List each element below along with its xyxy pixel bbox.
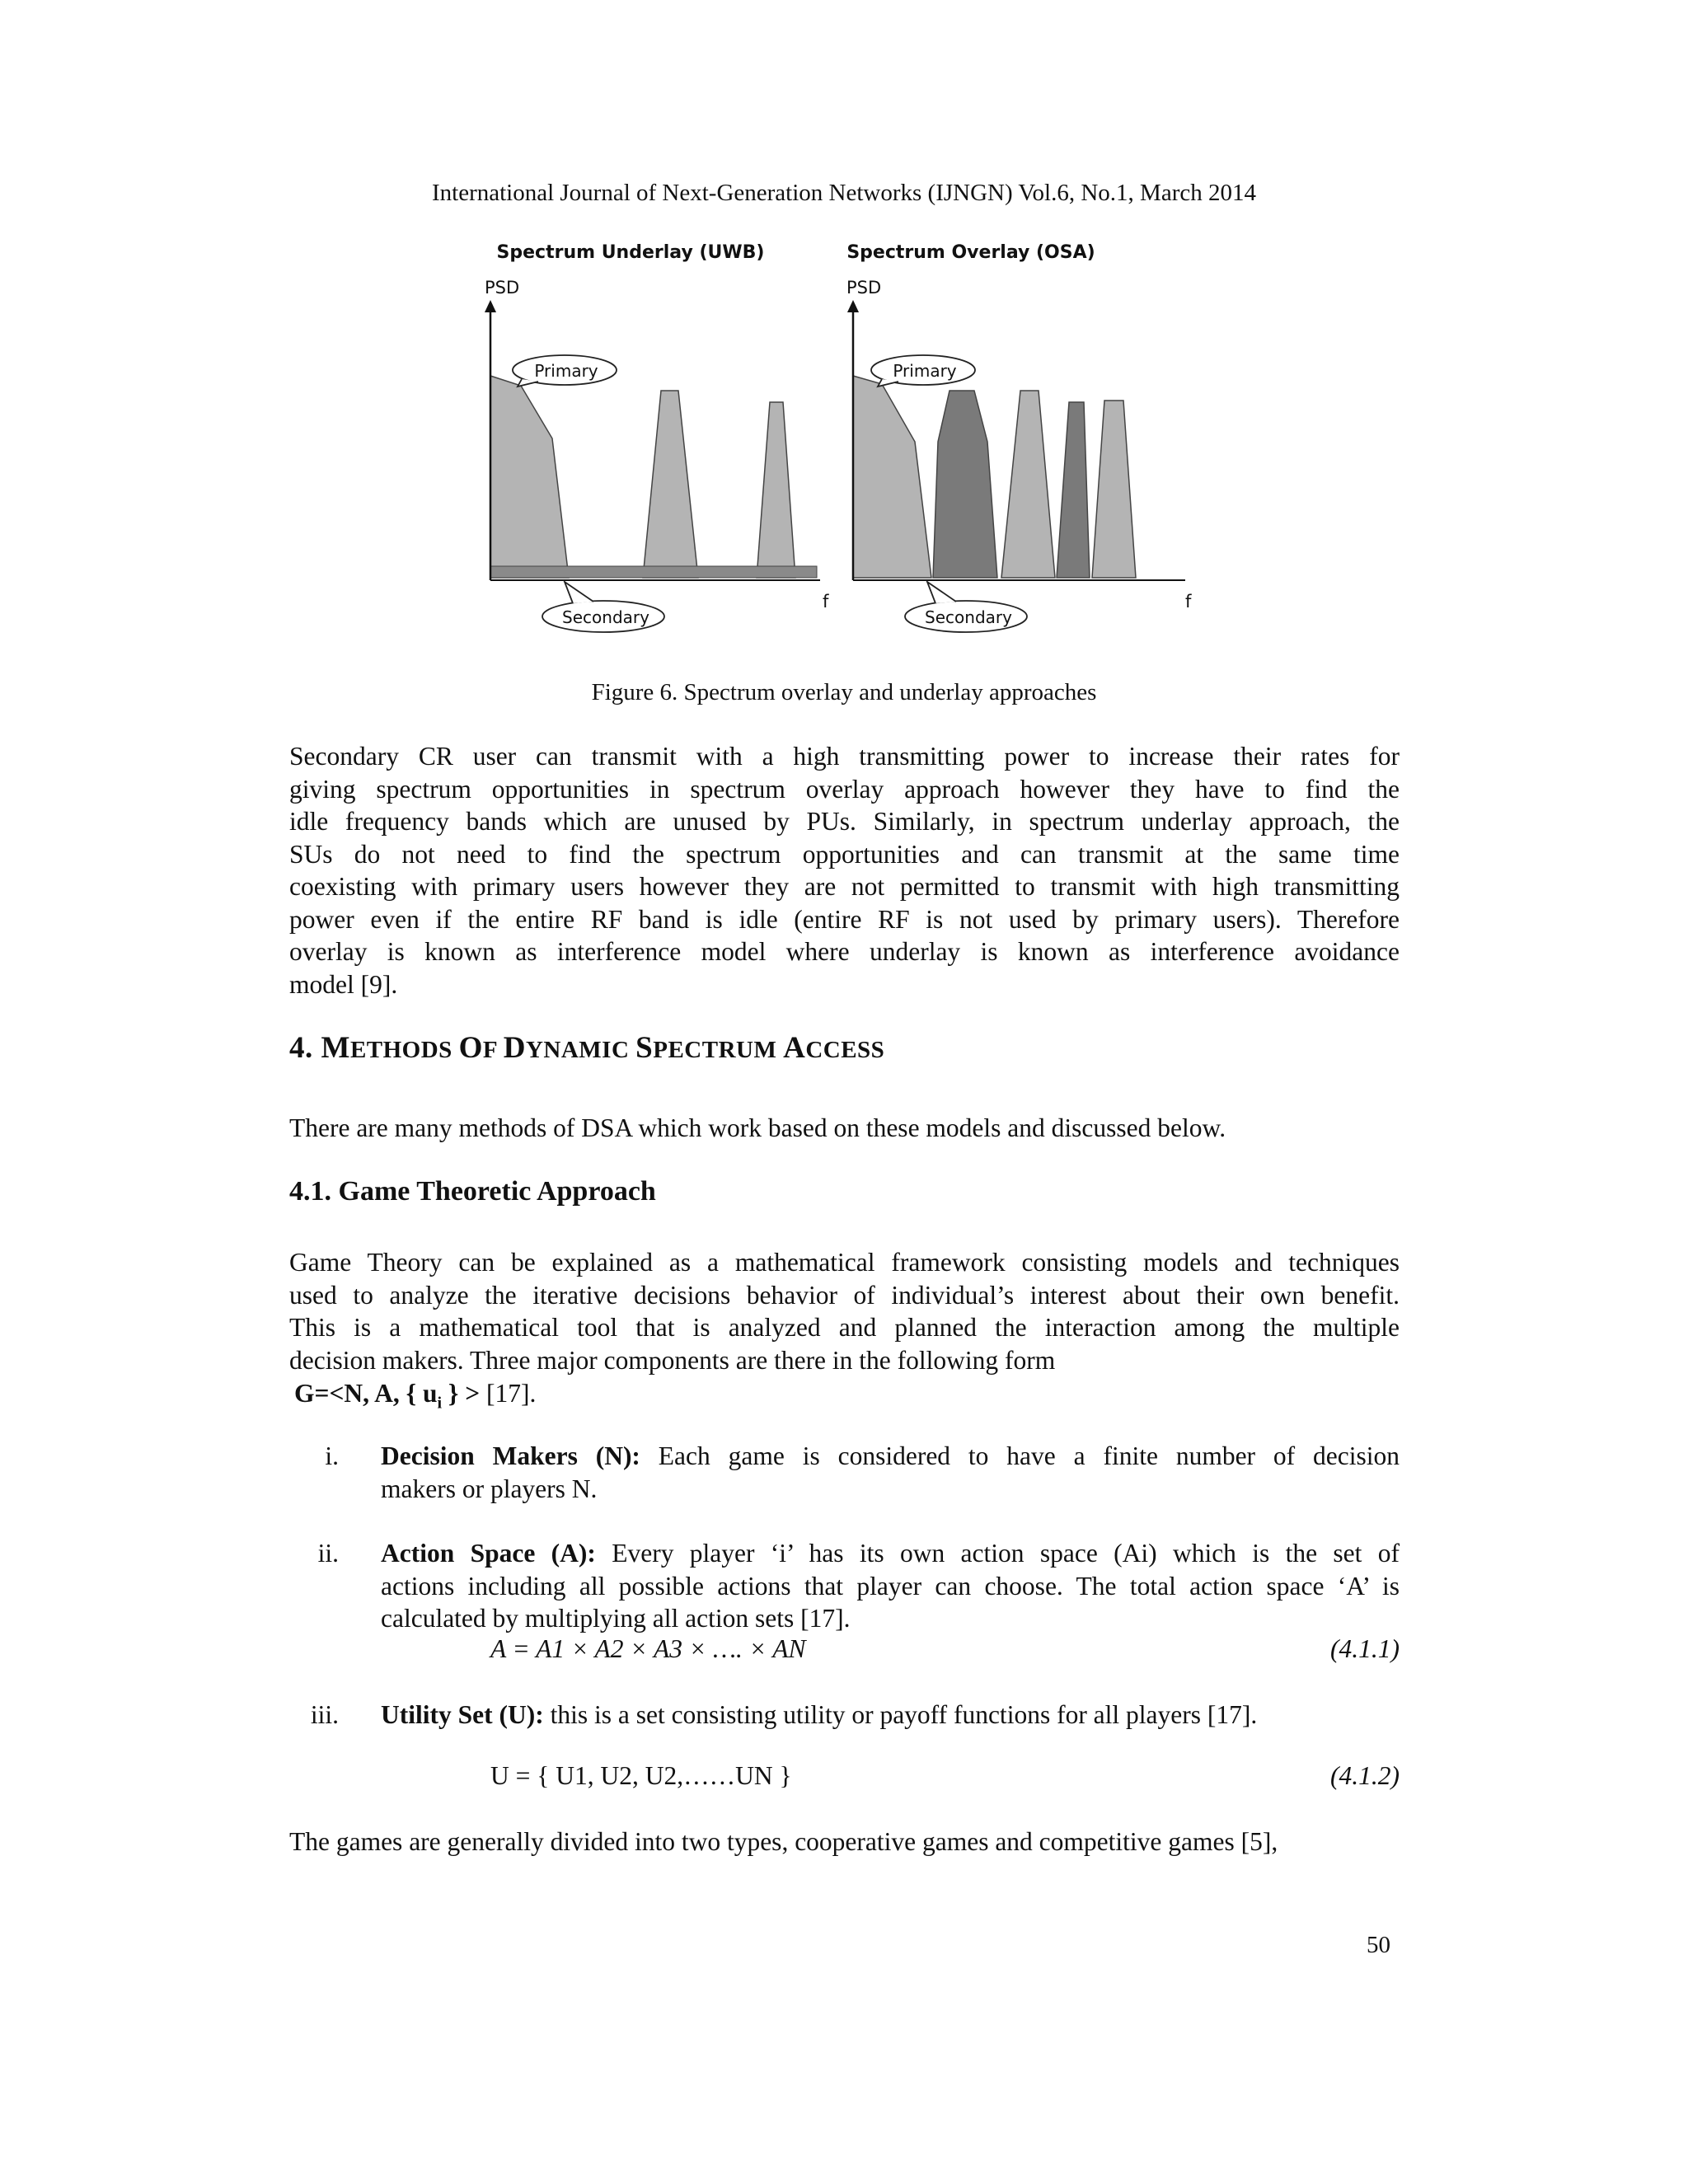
right-f-label: f xyxy=(1185,592,1192,612)
left-f-label: f xyxy=(823,592,829,612)
left-band-3 xyxy=(757,402,795,578)
paragraph-game-theory: Game Theory can be explained as a mathematical framework consisting models and techniques used to analyze the iterative decisions behavior of individual’s interest about their own benefit. This is a mathematical tool that is analyzed and planned the interaction among the multiple decision makers. Three major components are there in the following form xyxy=(289,1248,1400,1375)
left-primary-band xyxy=(490,376,569,578)
left-primary-label: Primary xyxy=(534,361,598,381)
page-number: 50 xyxy=(1367,1932,1390,1958)
right-secondary-label: Secondary xyxy=(925,607,1012,627)
overlay-title: Spectrum Overlay (OSA) xyxy=(846,242,1095,263)
section-heading: 4. METHODS OF DYNAMIC SPECTRUM ACCESS xyxy=(289,1031,885,1065)
left-panel xyxy=(485,300,829,632)
right-band-3 xyxy=(1092,401,1136,578)
right-panel xyxy=(847,300,1192,632)
paragraph-game-types: The games are generally divided into two types, cooperative games and competitive games [5], xyxy=(289,1827,1278,1856)
paragraph-overlay-underlay: Secondary CR user can transmit with a high transmitting power to increase their rates for giving spectrum opportunities in spectrum overlay approach however they have to find the idle frequency bands which are unused by PUs. Similarly, in spectrum underlay approach, the SUs do not need to find the spectrum opportunities and can transmit at the same time coexisting with primary users however they are not permitted to transmit with high transmitting power even if the entire RF band is idle (entire RF is not used by primary users). Therefore overlay is known as interference model where underlay is known as interference avoidance model [9]. xyxy=(289,742,1400,999)
figure-caption: Figure 6. Spectrum overlay and underlay approaches xyxy=(591,679,1097,705)
running-header: International Journal of Next-Generation Networks (IJNGN) Vol.6, No.1, March 2014 xyxy=(431,180,1256,206)
right-band-dark-2 xyxy=(1057,402,1090,578)
spectrum-figure xyxy=(470,236,1212,648)
left-band-2 xyxy=(643,391,698,578)
right-primary-band xyxy=(853,376,931,578)
left-secondary-label: Secondary xyxy=(562,607,649,627)
game-definition: G=<N, A, { $u_i$ } > [17]. xyxy=(294,1379,537,1413)
right-primary-label: Primary xyxy=(893,361,957,381)
right-psd-label: PSD xyxy=(846,278,882,298)
spectrum-figure-svg xyxy=(470,236,1212,648)
right-band-2 xyxy=(1001,391,1055,578)
subsection-heading: 4.1. Game Theoretic Approach xyxy=(289,1176,656,1207)
underlay-title: Spectrum Underlay (UWB) xyxy=(496,242,765,263)
left-psd-label: PSD xyxy=(485,278,520,298)
paragraph-dsa-methods: There are many methods of DSA which work based on these models and discussed below. xyxy=(289,1113,1226,1142)
right-band-dark-1 xyxy=(933,391,997,578)
left-secondary-bar xyxy=(490,566,817,578)
